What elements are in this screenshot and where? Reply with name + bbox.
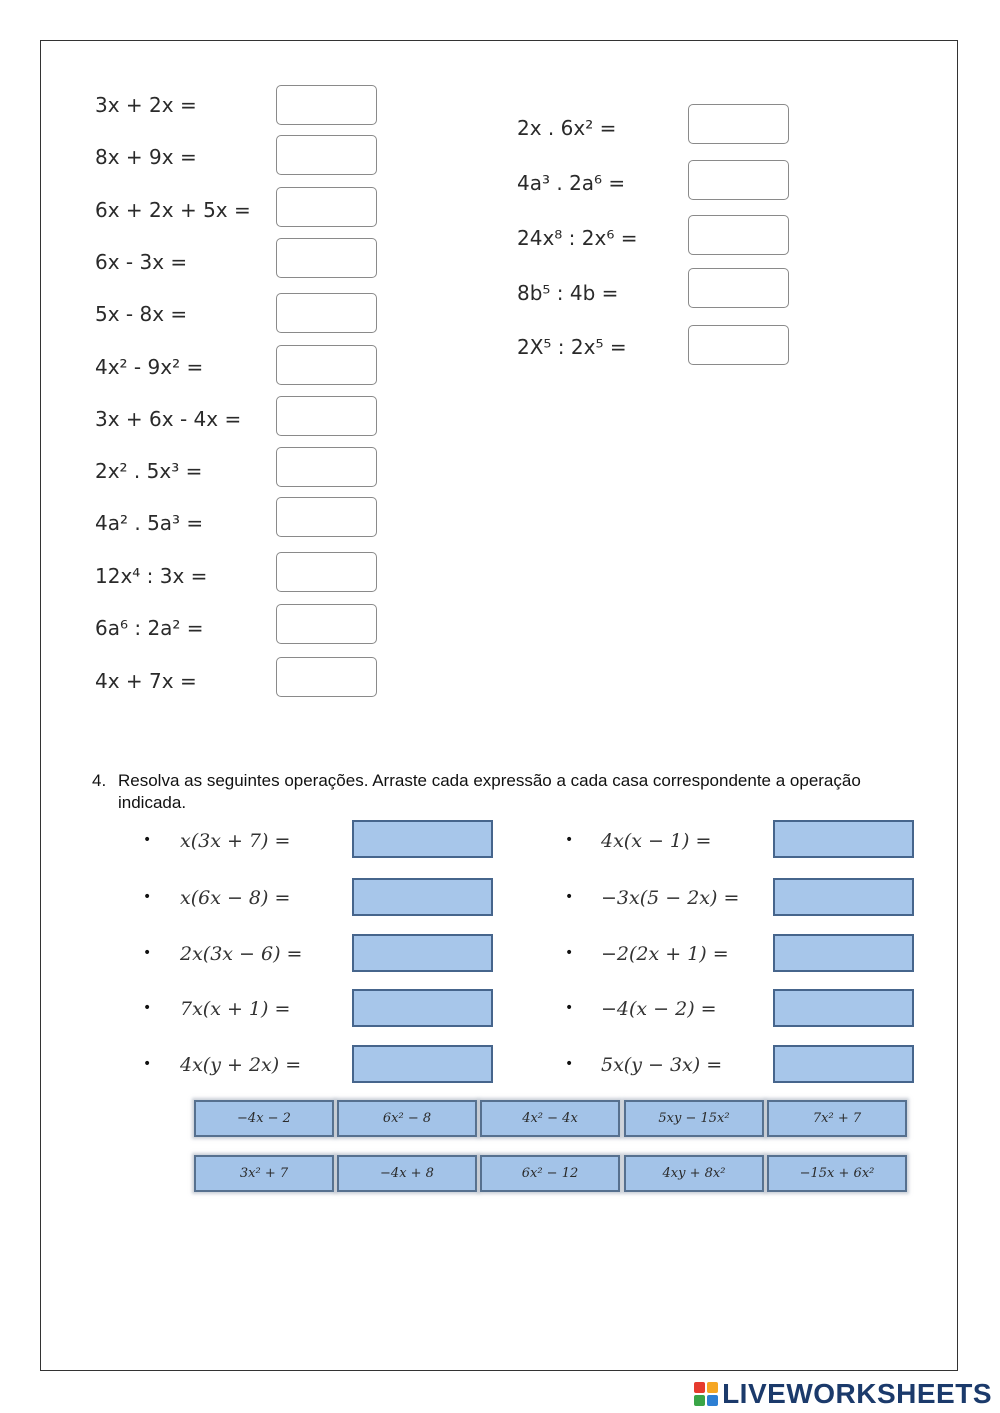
drop-zone[interactable] — [773, 934, 914, 972]
draggable-tile[interactable]: −4x + 8 — [337, 1155, 477, 1192]
draggable-tile[interactable]: 6x² − 12 — [480, 1155, 620, 1192]
draggable-tile[interactable]: 3x² + 7 — [194, 1155, 334, 1192]
bullet-icon: • — [565, 945, 574, 961]
operation-label: x(6x − 8) = — [180, 887, 291, 909]
operation-label: 7x(x + 1) = — [180, 998, 291, 1020]
operation-label: x(3x + 7) = — [180, 830, 291, 852]
answer-box[interactable] — [276, 396, 377, 436]
draggable-tile[interactable]: 4x² − 4x — [480, 1100, 620, 1137]
question-number: 4. — [92, 771, 107, 790]
draggable-tile[interactable]: −4x − 2 — [194, 1100, 334, 1137]
drop-zone[interactable] — [352, 878, 493, 916]
answer-box[interactable] — [276, 85, 377, 125]
draggable-tile[interactable]: 4xy + 8x² — [624, 1155, 764, 1192]
bullet-icon: • — [143, 945, 152, 961]
draggable-tile[interactable]: 7x² + 7 — [767, 1100, 907, 1137]
bullet-icon: • — [143, 1056, 152, 1072]
exercise-label: 8b⁵ : 4b = — [517, 281, 619, 305]
exercise-label: 4a² . 5a³ = — [95, 511, 204, 535]
exercise-label: 8x + 9x = — [95, 145, 197, 169]
exercise-label: 6x + 2x + 5x = — [95, 198, 251, 222]
exercise-label: 3x + 2x = — [95, 93, 197, 117]
operation-label: −4(x − 2) = — [601, 998, 717, 1020]
answer-box[interactable] — [276, 345, 377, 385]
bullet-icon: • — [143, 1000, 152, 1016]
exercise-label: 4a³ . 2a⁶ = — [517, 171, 626, 195]
drop-zone[interactable] — [352, 820, 493, 858]
answer-box[interactable] — [276, 238, 377, 278]
exercise-label: 4x² - 9x² = — [95, 355, 204, 379]
operation-label: −2(2x + 1) = — [601, 943, 729, 965]
logo-mark-icon — [694, 1382, 718, 1406]
operation-label: −3x(5 − 2x) = — [601, 887, 740, 909]
exercise-label: 2x . 6x² = — [517, 116, 617, 140]
answer-box[interactable] — [276, 187, 377, 227]
answer-box[interactable] — [688, 160, 789, 200]
exercise-label: 6a⁶ : 2a² = — [95, 616, 204, 640]
brand-name: LIVEWORKSHEETS — [722, 1378, 992, 1409]
bullet-icon: • — [565, 1000, 574, 1016]
answer-box[interactable] — [688, 325, 789, 365]
answer-box[interactable] — [276, 135, 377, 175]
drop-zone[interactable] — [352, 934, 493, 972]
draggable-tile[interactable]: −15x + 6x² — [767, 1155, 907, 1192]
answer-box[interactable] — [276, 552, 377, 592]
exercise-label: 4x + 7x = — [95, 669, 197, 693]
exercise-label: 6x - 3x = — [95, 250, 188, 274]
exercise-label: 2X⁵ : 2x⁵ = — [517, 335, 627, 359]
drop-zone[interactable] — [773, 878, 914, 916]
exercise-label: 3x + 6x - 4x = — [95, 407, 242, 431]
answer-box[interactable] — [276, 604, 377, 644]
draggable-tile[interactable]: 6x² − 8 — [337, 1100, 477, 1137]
draggable-tile[interactable]: 5xy − 15x² — [624, 1100, 764, 1137]
answer-box[interactable] — [276, 657, 377, 697]
operation-label: 5x(y − 3x) = — [601, 1054, 723, 1076]
liveworksheets-logo[interactable] — [694, 1378, 992, 1410]
operation-label: 4x(y + 2x) = — [180, 1054, 302, 1076]
exercise-label: 12x⁴ : 3x = — [95, 564, 208, 588]
drop-zone[interactable] — [773, 989, 914, 1027]
question-instruction: Resolva as seguintes operações. Arraste cada expressão a cada casa correspondente a operação indicada. — [118, 771, 861, 812]
drop-zone[interactable] — [352, 1045, 493, 1083]
bullet-icon: • — [143, 889, 152, 905]
drop-zone[interactable] — [773, 1045, 914, 1083]
answer-box[interactable] — [276, 447, 377, 487]
drop-zone[interactable] — [773, 820, 914, 858]
answer-box[interactable] — [688, 215, 789, 255]
exercise-label: 5x - 8x = — [95, 302, 188, 326]
bullet-icon: • — [565, 1056, 574, 1072]
bullet-icon: • — [143, 832, 152, 848]
exercise-label: 2x² . 5x³ = — [95, 459, 203, 483]
answer-box[interactable] — [276, 497, 377, 537]
bullet-icon: • — [565, 832, 574, 848]
answer-box[interactable] — [688, 104, 789, 144]
answer-box[interactable] — [688, 268, 789, 308]
bullet-icon: • — [565, 889, 574, 905]
drop-zone[interactable] — [352, 989, 493, 1027]
operation-label: 4x(x − 1) = — [601, 830, 712, 852]
answer-box[interactable] — [276, 293, 377, 333]
exercise-label: 24x⁸ : 2x⁶ = — [517, 226, 638, 250]
operation-label: 2x(3x − 6) = — [180, 943, 303, 965]
